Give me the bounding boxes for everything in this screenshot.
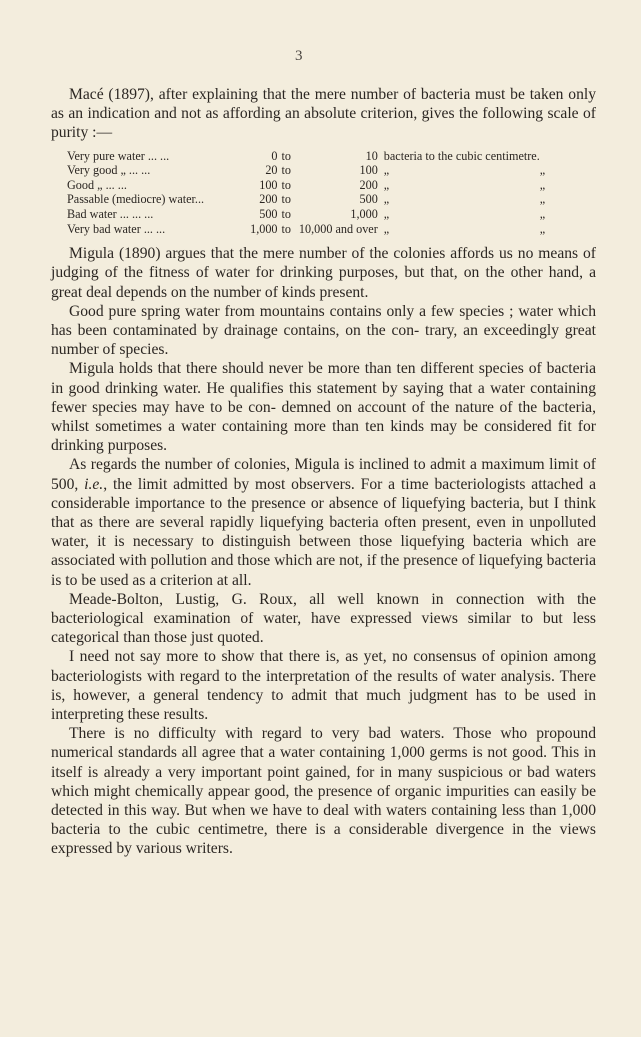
scale-ditto-mark: „	[539, 177, 546, 192]
scale-unit: „	[383, 221, 390, 236]
scale-to-value: 100	[359, 163, 378, 178]
scale-label: Very good „ ... ...	[67, 163, 151, 178]
paragraph-migula-colonies: Migula (1890) argues that the mere number of the colonies affords us no means of judging of the fitness of water for drinking purposes, but that, on the other hand, a great deal depends on the number of kinds present.	[51, 245, 596, 301]
scale-to-word: to	[281, 206, 291, 221]
scale-unit: „	[383, 163, 390, 178]
scale-to-value: 500	[359, 192, 378, 207]
purity-scale-table	[67, 149, 596, 237]
scale-to-word: to	[281, 148, 291, 163]
paragraph-bad-waters: There is no difficulty with regard to very bad waters. Those who propound numerical standards all agree that a water containing 1,000 germs is not good. This in itself is already a very important point gained, for in many suspicious or bad waters which might chemically appear good, the presence of organic impurities can easily be detected in this way. But when we have to deal with waters containing less than 1,000 bacteria to the cubic centimetre, there is a considerable divergence in the views expressed by various writers.	[51, 725, 596, 858]
scale-to-value: 200	[359, 177, 378, 192]
page-body	[51, 85, 596, 859]
paragraph-no-consensus: I need not say more to show that there is, as yet, no consensus of opinion among bacteriologists with regard to the interpretation of the results of water analysis. There is, however, a general tendency to admit that much judgment has to be used in interpreting these results.	[51, 648, 596, 724]
scale-unit: „	[383, 192, 390, 207]
scale-unit: „	[383, 177, 390, 192]
scale-to-value: 10	[365, 148, 378, 163]
scale-to-word: to	[281, 221, 291, 236]
scale-to-word: to	[281, 192, 291, 207]
scale-label: Very pure water ... ...	[67, 148, 170, 163]
scale-unit: „	[383, 206, 390, 221]
scale-label: Good „ ... ...	[67, 177, 127, 192]
purity-scale-row	[67, 207, 596, 222]
purity-scale-row	[67, 178, 596, 193]
paragraph-spring-water: Good pure spring water from mountains contains only a few species ; water which has been contaminated by drainage contains, on the con- trary, an exceedingly great number of species.	[51, 302, 596, 359]
scale-ditto-mark: „	[539, 206, 546, 221]
scale-label: Bad water ... ... ...	[67, 206, 154, 221]
scale-from-value: 100	[259, 177, 278, 192]
scale-to-value: 1,000	[350, 206, 378, 221]
scale-ditto-mark: „	[539, 221, 546, 236]
intro-paragraph: Macé (1897), after explaining that the mere number of bacteria must be taken only as an indication and not as affording an absolute criterion, gives the following scale of purity :—	[51, 86, 596, 142]
text-run: As regards the number of colonies, Migula is inclined to admit a maximum limit of 500,	[51, 456, 596, 493]
scale-ditto-mark: „	[539, 192, 546, 207]
purity-scale-row	[67, 163, 596, 178]
scale-from-value: 500	[259, 206, 278, 221]
purity-scale-row	[67, 222, 596, 237]
paragraph-liquefying-bacteria	[51, 455, 596, 589]
scale-label: Passable (mediocre) water...	[67, 192, 205, 207]
ie-abbrev: i.e.	[84, 475, 104, 493]
scale-ditto-mark	[540, 149, 596, 164]
scale-to-word: to	[281, 177, 291, 192]
scale-to-word: to	[281, 163, 291, 178]
scale-to-value: 10,000 and over	[298, 221, 378, 236]
scale-from-value: 20	[265, 163, 278, 178]
paragraph-migula-species: Migula holds that there should never be more than ten different species of bacteria in good drinking water. He qualifies this statement by saying that a water containing fewer species may have to be con- demned on account of the nature of the bacteria, whilst sometimes a water containing more than ten kinds may be considered fit for drinking purposes.	[51, 360, 596, 455]
scale-ditto-mark: „	[539, 163, 546, 178]
text-run: , the limit admitted by most observers. For a time bacteriologists attached a considerable importance to the presence or absence of liquefying bacteria, but I think that as there are several rapidly liquefying bacteria often present, even in unpolluted water, it is necessary to distinguish between those liquefying bacteria which are associated with pollution and those which are not, if the presence of liquefying bacteria is to be used as a criterion at all.	[51, 475, 597, 589]
paragraph-meade-bolton: Meade-Bolton, Lustig, G. Roux, all well known in connection with the bacteriological examination of water, have expressed views similar to but less categorical than those just quoted.	[51, 590, 596, 647]
scale-from-value: 1,000	[250, 221, 278, 236]
purity-scale-row	[67, 192, 596, 207]
scale-from-value: 200	[259, 192, 278, 207]
purity-scale-row	[67, 149, 596, 164]
scale-unit: bacteria to the cubic centimetre.	[383, 148, 540, 163]
page-number: 3	[295, 48, 303, 64]
scale-label: Very bad water ... ...	[67, 221, 166, 236]
scale-from-value: 0	[271, 148, 278, 163]
